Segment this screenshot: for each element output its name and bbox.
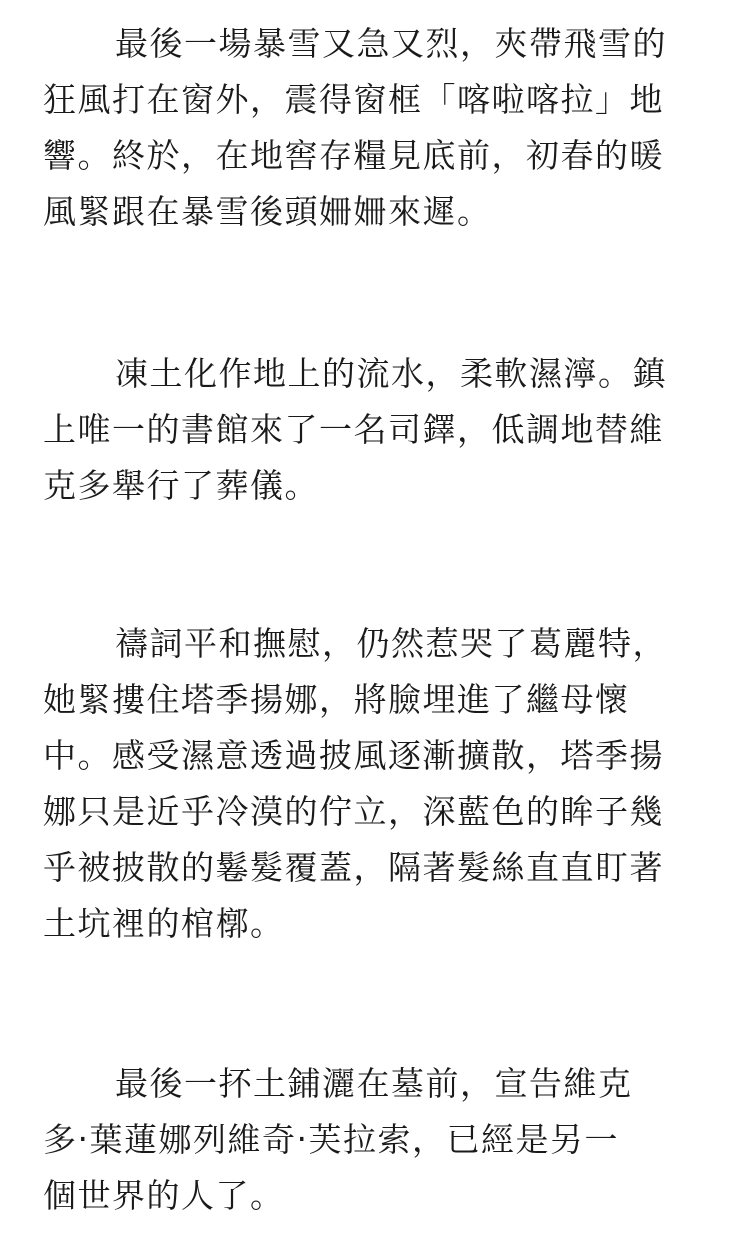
paragraph-3 — [43, 616, 707, 952]
paragraph-1 — [43, 16, 707, 240]
text-line: 中。感受濕意透過披風逐漸擴散，塔季揚 — [43, 736, 664, 775]
text-line: 她緊摟住塔季揚娜，將臉埋進了繼母懷 — [43, 680, 630, 719]
text-line: 土坑裡的棺槨。 — [43, 904, 285, 943]
text-line: 娜只是近乎冷漠的佇立，深藍色的眸子幾 — [43, 792, 664, 831]
text-line: 最後一場暴雪又急又烈，夾帶飛雪的 — [115, 24, 667, 63]
text-line: 乎被披散的鬈髮覆蓋，隔著髮絲直直盯著 — [43, 848, 664, 887]
text-line: 響。終於，在地窖存糧見底前，初春的暖 — [43, 136, 664, 175]
text-line: 個世界的人了。 — [43, 1176, 285, 1215]
paragraph-2 — [43, 346, 707, 514]
text-line: 最後一抔土鋪灑在墓前，宣告維克 — [115, 1064, 633, 1103]
text-line: 克多舉行了葬儀。 — [43, 466, 319, 505]
text-line: 多‧葉蓮娜列維奇‧芙拉索，已經是另一 — [43, 1120, 619, 1159]
text-line: 上唯一的書館來了一名司鐸，低調地替維 — [43, 410, 664, 449]
text-line: 禱詞平和撫慰，仍然惹哭了葛麗特， — [115, 624, 667, 663]
text-line: 狂風打在窗外，震得窗框「喀啦喀拉」地 — [43, 80, 664, 119]
paragraph-4 — [43, 1056, 707, 1224]
text-line: 風緊跟在暴雪後頭姍姍來遲。 — [43, 192, 492, 231]
text-line: 凍土化作地上的流水，柔軟濕濘。鎮 — [115, 354, 667, 393]
